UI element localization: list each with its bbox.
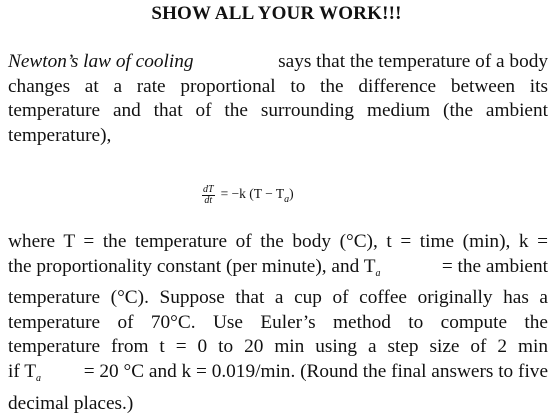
derivative-fraction	[202, 185, 215, 206]
problem-line-3: temperature (°C). Suppose that a cup of coffee originally has a	[8, 287, 548, 309]
intro-line-1-rest: says that the temperature of a body	[278, 51, 548, 72]
problem-line-2-text: the proportionality constant (per minute), and T	[8, 255, 376, 277]
problem-line-6-b: = 20 °C and k = 0.019/min. (Round the final answers to five	[83, 360, 548, 382]
fraction-denominator: dt	[204, 194, 213, 206]
problem-line-2-b: = the ambient	[441, 255, 548, 277]
intro-line-1	[8, 50, 548, 75]
problem-paragraph	[8, 230, 548, 416]
problem-line-6	[8, 360, 548, 392]
fraction-numerator: dT	[203, 183, 214, 195]
cooling-equation	[202, 180, 294, 210]
problem-line-2-a	[8, 255, 381, 287]
intro-line-2: changes at a rate proportional to the difference between its	[8, 75, 548, 97]
intro-line-4: temperature),	[8, 124, 112, 146]
intro-line-3: temperature and that of the surrounding medium (the ambient	[8, 100, 548, 122]
intro-paragraph	[8, 50, 548, 148]
problem-line-4: temperature of 70°C. Use Euler’s method to compute the	[8, 311, 548, 333]
ambient-subscript: a	[375, 267, 381, 279]
problem-line-6-a	[8, 360, 41, 392]
law-name: Newton’s law of cooling	[8, 51, 194, 72]
equation-rhs-text: = −k (T − T	[220, 185, 285, 201]
problem-line-6-text: if T	[8, 360, 37, 382]
page-heading: SHOW ALL YOUR WORK!!!	[151, 3, 402, 24]
problem-line-7: decimal places.)	[8, 392, 134, 414]
problem-line-5: temperature from t = 0 to 20 min using a step size of 2 min	[8, 336, 548, 358]
equation-rhs	[221, 186, 294, 205]
ambient-subscript-2: a	[36, 372, 42, 384]
problem-line-2	[8, 255, 548, 287]
equation-subscript: a	[284, 193, 290, 205]
equation-close: )	[289, 185, 294, 201]
problem-line-1: where T = the temperature of the body (°C), t = time (min), k =	[8, 231, 548, 252]
